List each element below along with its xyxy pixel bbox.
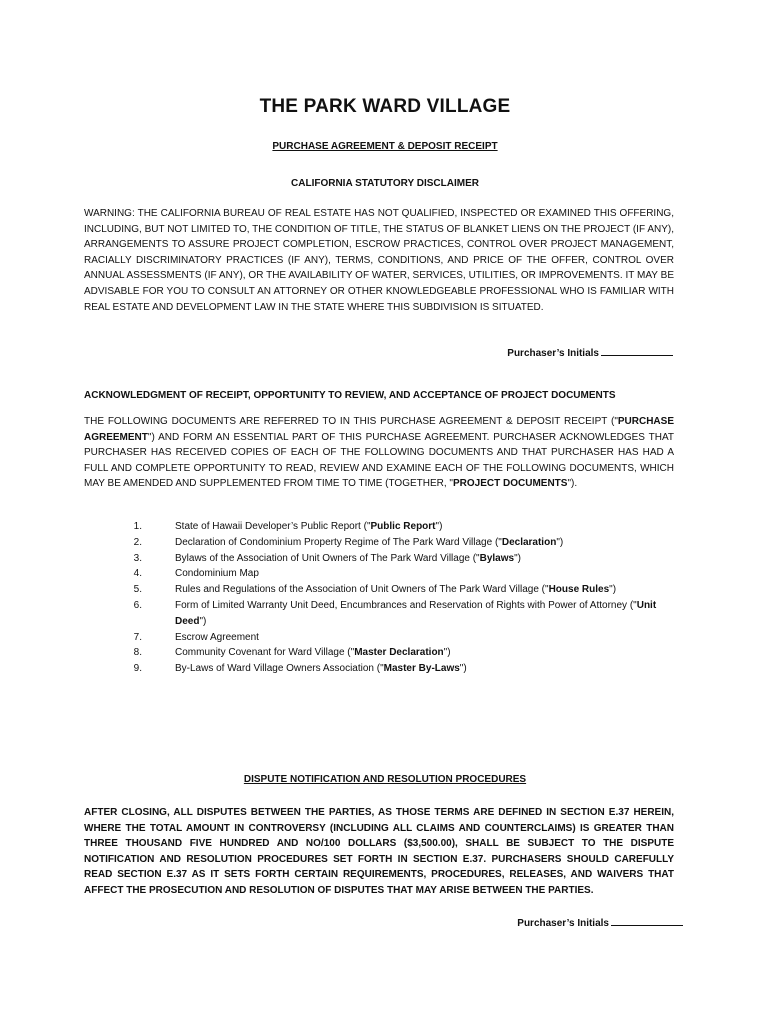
initials-label: Purchaser’s Initials: [507, 348, 599, 359]
disclaimer-body: WARNING: THE CALIFORNIA BUREAU OF REAL ESTATE HAS NOT QUALIFIED, INSPECTED OR EXAMINED THIS OFFERING, INCLUDING, BUT NOT LIMITED TO, THE CONDITION OF TITLE, THE STATUS OF BLANKET LIENS ON THE PROJECT (IF ANY), ARRANGEMENTS TO ASSURE PROJECT COMPLETION, ESCROW PRACTICES, CONTROL OVER PROJECT MANAGEMENT, RACIALLY DISCRIMINATORY PRACTICES (IF ANY), TERMS, CONDITIONS, AND PRICE OF THE OFFER, CONTROL OVER ANNUAL ASSESSMENTS (IF ANY), OR THE AVAILABILITY OF WATER, SERVICES, UTILITIES, OR IMPROVEMENTS. IT MAY BE ADVISABLE FOR YOU TO CONSULT AN ATTORNEY OR OTHER KNOWLEDGEABLE PROFESSIONAL WHO IS FAMILIAR WITH REAL ESTATE AND DEVELOPMENT LAW IN THE STATE WHERE THIS SUBDIVISION IS SITUATED.: [84, 208, 674, 313]
list-number: 2.: [133, 536, 142, 548]
list-item: 5. Rules and Regulations of the Association of Unit Owners of The Park Ward Village ("House Rules"): [84, 582, 674, 598]
ack-text-2: ") AND FORM AN ESSENTIAL PART OF THIS PURCHASE AGREEMENT. PURCHASER ACKNOWLEDGES THAT PURCHASER HAS RECEIVED COPIES OF EACH OF THE FOLLOWING DOCUMENTS AND THAT PURCHASER HAS HAD A FULL AND COMPLETE OPPORTUNITY TO READ, REVIEW AND EXAMINE EACH OF THE FOLLOWING DOCUMENTS, WHICH MAY BE AMENDED AND SUPPLEMENTED FROM TIME TO TIME (TOGETHER, ": [84, 431, 674, 490]
project-documents-list: [84, 519, 674, 677]
list-item: 4. Condominium Map: [84, 566, 674, 582]
list-number: 7.: [133, 631, 142, 643]
list-item: 7. Escrow Agreement: [84, 630, 674, 646]
list-number: 5.: [133, 584, 142, 596]
list-item: 9. By-Laws of Ward Village Owners Association ("Master By-Laws"): [84, 661, 674, 677]
list-number: 8.: [133, 647, 142, 659]
list-item: 2. Declaration of Condominium Property Regime of The Park Ward Village ("Declaration"): [84, 535, 674, 551]
list-number: 1.: [133, 521, 142, 532]
acknowledgment-body: [84, 414, 674, 492]
ack-defined-term-project-documents: PROJECT DOCUMENTS: [452, 478, 568, 490]
list-item: 6. Form of Limited Warranty Unit Deed, Encumbrances and Reservation of Rights with Power of Attorney ("Unit Deed"): [84, 598, 674, 630]
list-number: 3.: [133, 552, 142, 564]
ack-text-1: THE FOLLOWING DOCUMENTS ARE REFERRED TO IN THIS PURCHASE AGREEMENT & DEPOSIT RECEIPT (": [84, 416, 618, 427]
document-title: THE PARK WARD VILLAGE: [259, 96, 511, 117]
initials-blank[interactable]: [611, 916, 683, 926]
initials-line-1: [507, 346, 673, 359]
initials-line-2: [517, 916, 683, 929]
dispute-heading: DISPUTE NOTIFICATION AND RESOLUTION PROCEDURES: [243, 774, 527, 785]
ack-text-3: ").: [567, 478, 578, 490]
list-number: 6.: [133, 599, 142, 611]
acknowledgment-heading: ACKNOWLEDGMENT OF RECEIPT, OPPORTUNITY TO REVIEW, AND ACCEPTANCE OF PROJECT DOCUMENTS: [84, 390, 616, 401]
list-number: 4.: [133, 568, 142, 580]
initials-label: Purchaser’s Initials: [517, 918, 609, 929]
list-item: 1. State of Hawaii Developer’s Public Report ("Public Report"): [84, 519, 674, 535]
disclaimer-heading: CALIFORNIA STATUTORY DISCLAIMER: [291, 178, 479, 189]
document-subtitle: PURCHASE AGREEMENT & DEPOSIT RECEIPT: [272, 141, 498, 152]
list-item: 3. Bylaws of the Association of Unit Owners of The Park Ward Village ("Bylaws"): [84, 551, 674, 567]
list-number: 9.: [133, 663, 142, 675]
dispute-body: AFTER CLOSING, ALL DISPUTES BETWEEN THE PARTIES, AS THOSE TERMS ARE DEFINED IN SECTION E.37 HEREIN, WHERE THE TOTAL AMOUNT IN CONTROVERSY (INCLUDING ALL CLAIMS AND COUNTERCLAIMS) IS GREATER THAN THREE THOUSAND FIVE HUNDRED AND NO/100 DOLLARS ($3,500.00), SHALL BE SUBJECT TO THE DISPUTE NOTIFICATION AND RESOLUTION PROCEDURES SET FORTH IN SECTION E.37. PURCHASERS SHOULD CAREFULLY READ SECTION E.37 AS IT SETS FORTH CERTAIN REQUIREMENTS, PROCEDURES, RELEASES, AND WAIVERS THAT AFFECT THE PROSECUTION AND RESOLUTION OF DISPUTES THAT MAY ARISE BETWEEN THE PARTIES.: [84, 807, 674, 896]
initials-blank[interactable]: [601, 346, 673, 356]
list-item: 8. Community Covenant for Ward Village ("Master Declaration"): [84, 645, 674, 661]
ack-defined-term-purchase-agreement: PURCHASE AGREEMENT: [84, 416, 674, 443]
